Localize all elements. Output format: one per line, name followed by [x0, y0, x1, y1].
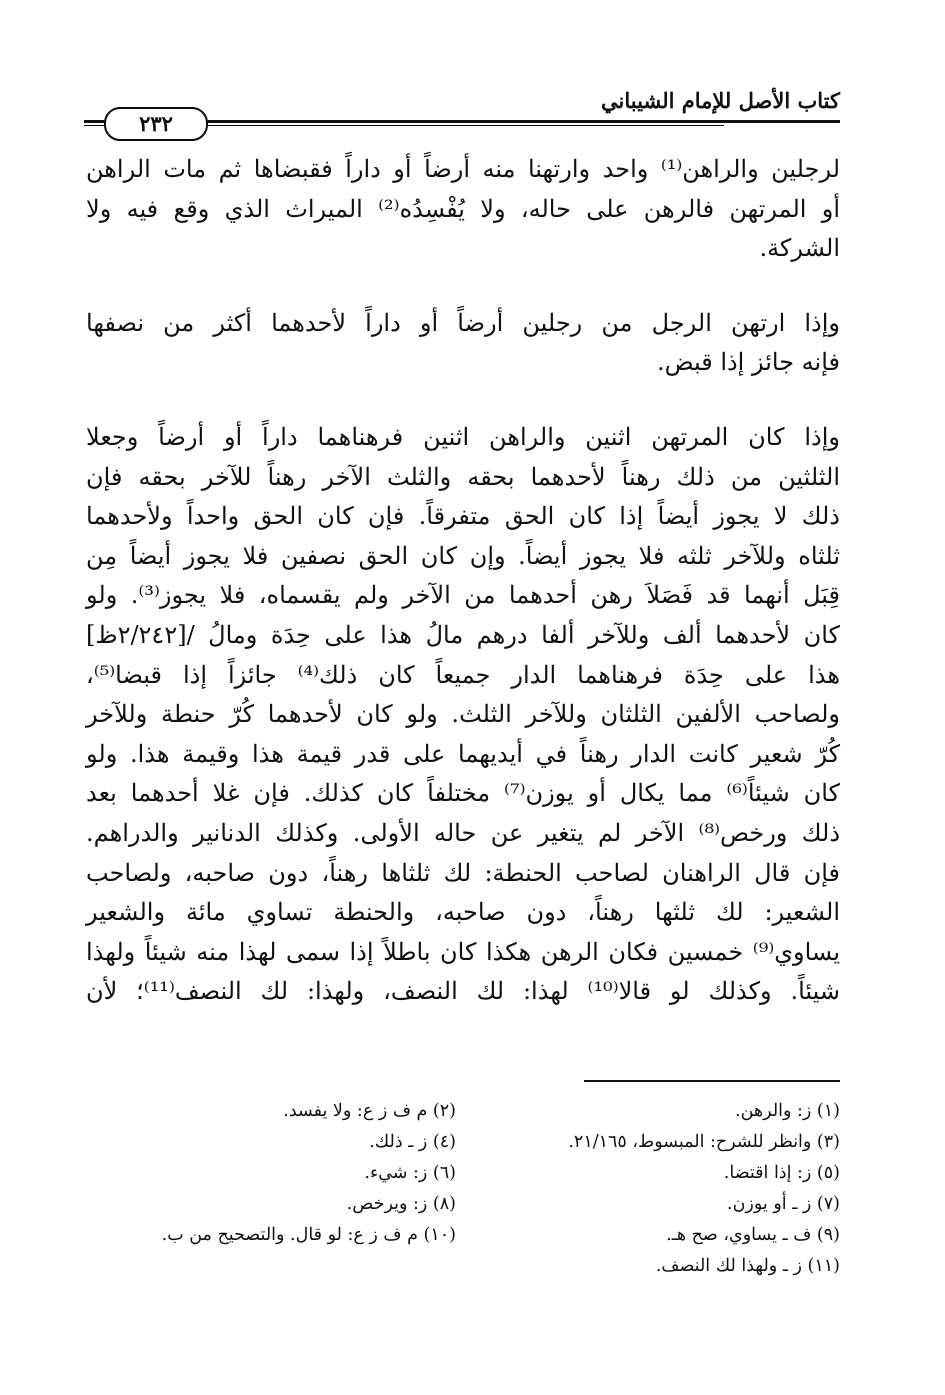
footnote: (٤) ز ـ ذلك. — [369, 1132, 456, 1152]
footnote: (١٠) م ف ز ع: لو قال. والتصحيح من ب. — [161, 1225, 456, 1245]
text-line: ولصاحب الألفين الثلثان وللآخر الثلث. ولو كان لأحدهما كُرّ حنطة وللآخر — [86, 700, 840, 729]
footnote: (١) ز: والرهن. — [735, 1101, 840, 1121]
footnotes-left-column — [86, 1096, 456, 1251]
text-line: أو المرتهن فالرهن على حاله، ولا يُفْسِدُه⁽²⁾ الميراث الذي وقع فيه ولا — [86, 194, 841, 223]
footnote: (٨) ز: ويرخص. — [346, 1194, 456, 1214]
footnote: (٩) ف ـ يساوي، صح هـ. — [666, 1225, 840, 1245]
text-line: يساوي⁽⁹⁾ خمسين فكان الرهن هكذا كان باطلاً إذا سمى لهذا منه شيئاً ولهذا — [86, 937, 840, 966]
text-line: فإن قال الراهنان لصاحب الحنطة: لك ثلثاها رهناً، دون صاحبه، ولصاحب — [86, 858, 840, 887]
main-text — [86, 150, 840, 1012]
footnotes-right-column — [470, 1096, 840, 1282]
text-line: الشركة. — [759, 234, 840, 263]
text-line: قِبَل أنهما قد فَصَلاَ رهن أحدهما من الآخر ولم يقسماه، فلا يجوز⁽³⁾. ولو — [86, 581, 841, 610]
text-line: ثلثاه وللآخر ثلثه فلا يجوز أيضاً. وإن كان الحق نصفين فلا يجوز أيضاً مِن — [86, 541, 840, 570]
paragraph — [86, 150, 840, 269]
text-line: الثلثين من ذلك رهناً لأحدهما بحقه والثلث الآخر رهناً للآخر بحقه فإن — [86, 462, 840, 491]
text-line: شيئاً. وكذلك لو قالا⁽¹⁰⁾ لهذا: لك النصف، ولهذا: لك النصف⁽¹¹⁾؛ لأن — [86, 977, 840, 1006]
text-line: وإذا كان المرتهن اثنين والراهن اثنين فرهناهما داراً أو أرضاً وجعلا — [86, 422, 840, 451]
footnote: (١١) ز ـ ولهذا لك النصف. — [655, 1256, 840, 1276]
text-line: هذا على حِدَة فرهناهما الدار جميعاً كان ذلك⁽⁴⁾ جائزاً إذا قبضا⁽⁵⁾، — [86, 660, 840, 689]
text-line: فإنه جائز إذا قبض. — [656, 348, 840, 377]
page-header — [84, 74, 840, 134]
footnote: (٢) م ف ز ع: ولا يفسد. — [283, 1101, 456, 1121]
text-line: وإذا ارتهن الرجل من رجلين أرضاً أو داراً لأحدهما أكثر من نصفها — [86, 308, 840, 337]
footnote: (٥) ز: إذا اقتضا. — [723, 1163, 840, 1183]
text-line: ذلك ورخص⁽⁸⁾ الآخر لم يتغير عن حاله الأولى. وكذلك الدنانير والدراهم. — [86, 818, 841, 847]
footnote: (٦) ز: شيء. — [364, 1163, 456, 1183]
paragraph — [86, 304, 840, 383]
running-title: كتاب الأصل للإمام الشيباني — [601, 88, 840, 113]
paragraph — [86, 418, 840, 1012]
footnote: (٣) وانظر للشرح: المبسوط، ٢١/١٦٥. — [568, 1132, 840, 1152]
page-number: ٢٣٢ — [104, 107, 208, 141]
text-line: لرجلين والراهن⁽¹⁾ واحد وارتهنا منه أرضاً أو داراً فقبضاها ثم مات الراهن — [86, 155, 841, 183]
text-line: كان شيئاً⁽⁶⁾ مما يكال أو يوزن⁽⁷⁾ مختلفاً كان كذلك. فإن غلا أحدهما بعد — [86, 779, 841, 808]
footnote: (٧) ز ـ أو يوزن. — [727, 1194, 840, 1214]
text-line: كُرّ شعير كانت الدار رهناً في أيديهما على قدر قيمة هذا وقيمة هذا. ولو — [86, 739, 840, 768]
footnote-separator — [584, 1080, 840, 1082]
text-line: كان لأحدهما ألف وللآخر ألفا درهم مالُ هذا على حِدَة ومالُ /[٢/٢٤٢ظ] — [86, 620, 840, 649]
text-line: الشعير: لك ثلثها رهناً، دون صاحبه، والحنطة تساوي مائة والشعير — [86, 898, 840, 927]
text-line: ذلك لا يجوز أيضاً إذا كان الحق متفرقاً. فإن كان الحق واحداً ولأحدهما — [86, 502, 840, 531]
